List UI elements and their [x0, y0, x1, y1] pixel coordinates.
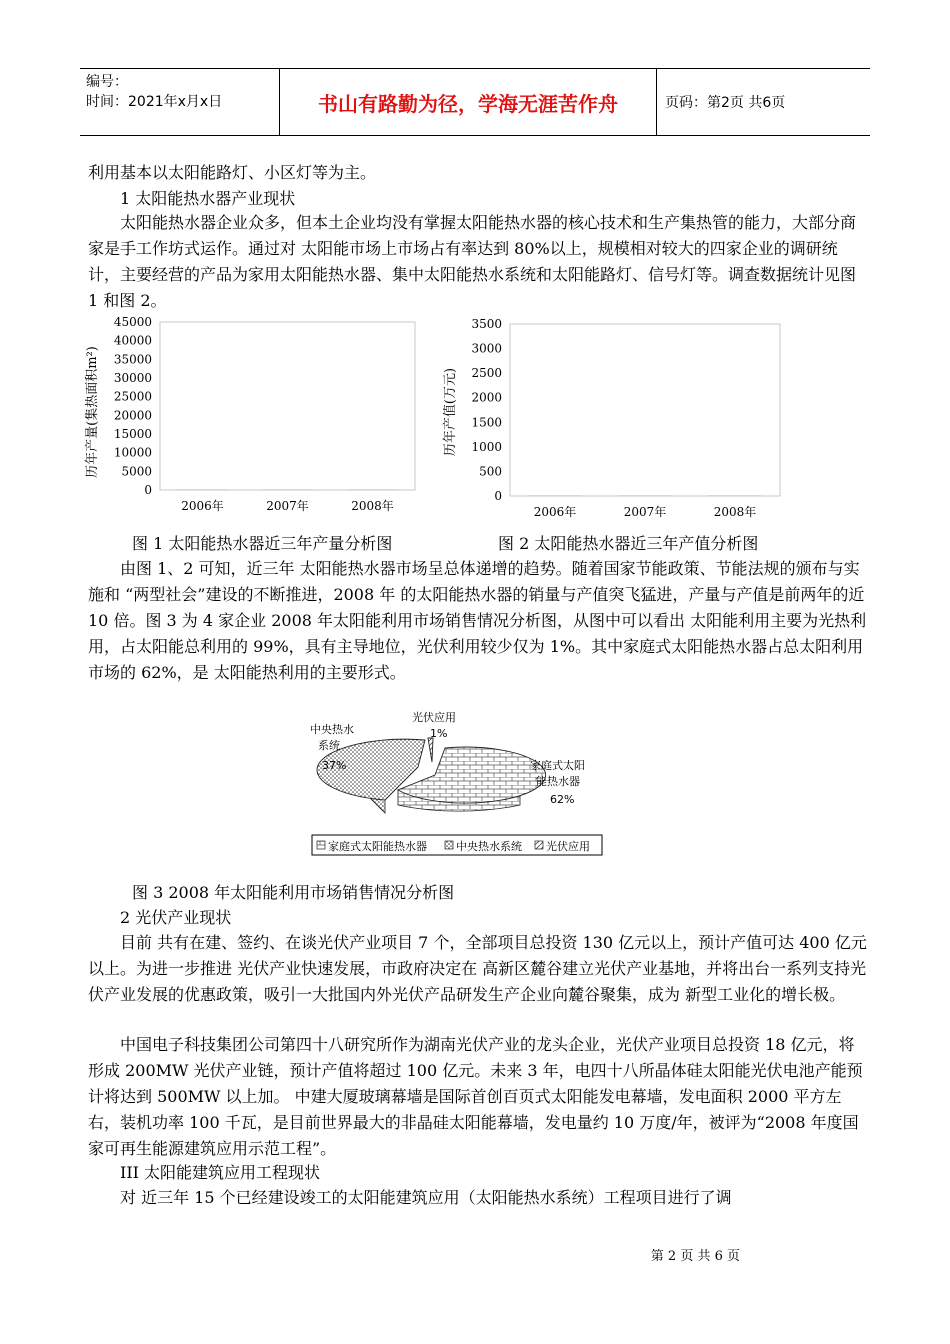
y-tick-label: 1500 [471, 415, 502, 430]
y-tick-label: 40000 [113, 333, 152, 348]
x-tick-label: 2008年 [351, 499, 394, 513]
chart-pie [290, 705, 630, 860]
bar [708, 495, 762, 496]
plot-area [510, 324, 780, 496]
time-label: 时间：2021年x月x日 [86, 94, 223, 110]
x-tick-label: 2006年 [181, 499, 224, 513]
page-footer: 第 2 页 共 6 页 [650, 1249, 740, 1264]
pie-label-pv: 光伏应用 [412, 711, 456, 724]
bar [528, 495, 582, 496]
y-axis-label: 历年产值(万元) [443, 367, 458, 457]
y-axis-label: 历年产量(集热面积m²) [85, 346, 100, 478]
paragraph-solar-heater: 太阳能热水器企业众多，但本土企业均没有掌握太阳能热水器的核心技术和生产集热管的能力，大部分商家是手工作坊式运作。通过对 太阳能市场上市场占有率达到 80%以上，规模相对较大的四家企业的调研统计，主要经营的产品为家用太阳能热水器、集中太阳能热水系统和太阳能路灯、信号灯等。调查数据统计见图 1 和图 2。 [88, 213, 857, 310]
pie-pct-central: 37% [322, 759, 347, 772]
x-tick-label: 2007年 [266, 499, 309, 513]
y-tick-label: 2500 [471, 366, 502, 381]
bar [618, 495, 672, 496]
page-header [80, 68, 870, 136]
figure-2-caption: 图 2 太阳能热水器近三年产值分析图 [498, 534, 759, 553]
paragraph-intro: 利用基本以太阳能路灯、小区灯等为主。 [88, 163, 377, 182]
y-tick-label: 15000 [113, 427, 152, 441]
bar [347, 489, 398, 490]
x-tick-label: 2007年 [623, 505, 667, 519]
plot-area [160, 322, 415, 490]
y-tick-label: 0 [144, 483, 152, 497]
page-info: 页码：第2页 共6页 [665, 95, 786, 111]
legend-swatch-pv [535, 841, 543, 849]
y-tick-label: 2000 [471, 390, 502, 405]
y-tick-label: 3500 [471, 317, 502, 331]
legend-swatch-home [317, 841, 325, 849]
paragraph-building: 对 近三年 15 个已经建设竣工的太阳能建筑应用（太阳能热水系统）工程项目进行了调 [120, 1188, 732, 1207]
legend-label-pv: 光伏应用 [546, 840, 590, 853]
y-tick-label: 20000 [113, 408, 152, 423]
pie-legend [312, 835, 602, 855]
pie-pct-pv: 1% [430, 727, 448, 740]
y-tick-label: 1000 [471, 439, 502, 454]
header-meta [80, 69, 280, 135]
pie-pct-home: 62% [550, 793, 575, 806]
y-tick-label: 30000 [113, 371, 152, 385]
bar [262, 489, 313, 490]
y-tick-label: 25000 [113, 389, 152, 404]
section-heading-3: III 太阳能建筑应用工程现状 [120, 1163, 321, 1182]
chart-output [80, 312, 420, 530]
legend-label-home: 家庭式太阳能热水器 [328, 840, 427, 853]
pie-label-home-b: 能热水器 [536, 775, 580, 788]
section-heading-1: 1 太阳能热水器产业现状 [120, 189, 296, 208]
pie-label-central-b: 系统 [318, 739, 340, 752]
figure-1-caption: 图 1 太阳能热水器近三年产量分析图 [132, 534, 393, 553]
chart-value [440, 312, 790, 530]
number-label: 编号： [86, 74, 128, 90]
y-tick-label: 0 [494, 489, 502, 503]
bar [177, 489, 228, 490]
y-tick-label: 5000 [121, 464, 152, 479]
pie-slice-pv [428, 738, 433, 762]
paragraph-pv: 目前 共有在建、签约、在谈光伏产业项目 7 个，全部项目总投资 130 亿元以上，预计产值可达 400 亿元以上。为进一步推进 光伏产业快速发展，市政府决定在 高新区麓谷建立光伏产业基地，并将出台一系列支持光伏产业发展的优惠政策，吸引一大批国内外光伏产品研发生产企业向麓谷聚集，成为 新型工业化的增长极。 [88, 933, 867, 1004]
pie-label-home-a: 家庭式太阳 [530, 759, 585, 772]
pie-label-central-a: 中央热水 [310, 723, 354, 736]
legend-swatch-central [445, 841, 453, 849]
paragraph-analysis: 由图 1、2 可知，近三年 太阳能热水器市场呈总体递增的趋势。随着国家节能政策、节能法规的颁布与实施和 “两型社会”建设的不断推进，2008 年 的太阳能热水器的销量与产值突飞猛进，产量与产值是前两年的近 10 倍。图 3 为 4 家企业 2008 年太阳能利用市场销售情况分析图，从图中可以看出 太阳能利用主要为光热利用，占太阳能总利用的 99%，具有主导地位，光伏利用较少仅为 1%。其中家庭式太阳能热水器占总太阳利用市场的 62%，是 太阳能热利用的主要形式。 [88, 559, 867, 682]
motto: 书山有路勤为径，学海无涯苦作舟 [280, 69, 657, 135]
legend-label-central: 中央热水系统 [456, 840, 522, 853]
y-tick-label: 500 [479, 464, 502, 479]
y-tick-label: 10000 [113, 445, 152, 460]
x-tick-label: 2008年 [713, 505, 757, 519]
x-tick-label: 2006年 [533, 505, 577, 519]
y-tick-label: 35000 [113, 352, 152, 367]
section-heading-2: 2 光伏产业现状 [120, 908, 232, 927]
y-tick-label: 3000 [471, 341, 502, 356]
figure-3-caption: 图 3 2008 年太阳能利用市场销售情况分析图 [132, 883, 455, 902]
paragraph-cetc48: 中国电子科技集团公司第四十八研究所作为湖南光伏产业的龙头企业，光伏产业项目总投资 18 亿元，将形成 200MW 光伏产业链，预计产值将超过 100 亿元。未来 3 年，电四十八所晶体硅太阳能光伏电池产能预计将达到 500MW 以上加。 中建大厦玻璃幕墙是国际首创百页式太阳能发电幕墙，发电面积 2000 平方左右，装机功率 100 千瓦，是目前世界最大的非晶硅太阳能幕墙，发电量约 10 万度/年，被评为“2008 年度国家可再生能源建筑应用示范工程”。 [88, 1035, 863, 1158]
y-tick-label: 45000 [113, 315, 152, 329]
